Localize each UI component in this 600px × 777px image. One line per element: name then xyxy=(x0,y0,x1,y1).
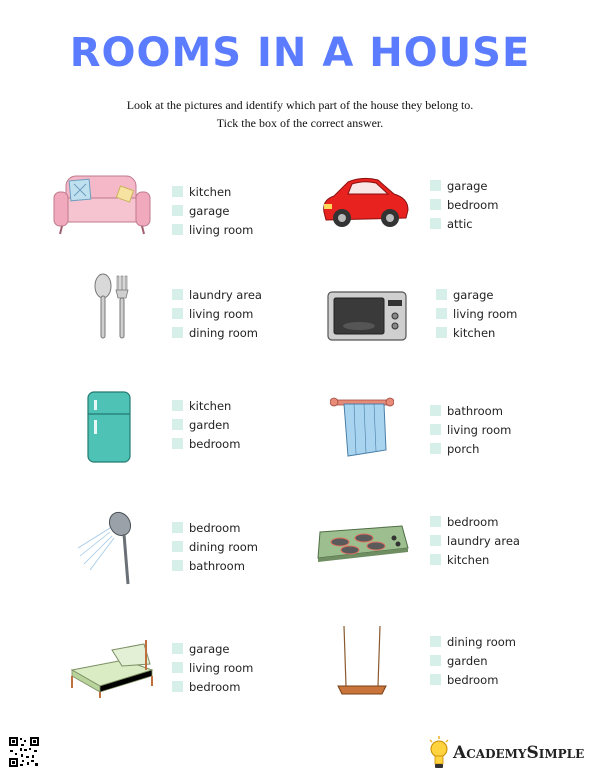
option-laundry-area[interactable]: laundry area xyxy=(172,285,262,304)
red-car-picture xyxy=(318,172,412,234)
checkbox[interactable] xyxy=(172,186,183,197)
instructions-line-2: Tick the box of the correct answer. xyxy=(216,116,384,130)
options-group-7 xyxy=(172,518,258,575)
option-bedroom[interactable]: bedroom xyxy=(430,512,520,531)
option-bedroom[interactable]: bedroom xyxy=(430,670,516,689)
checkbox[interactable] xyxy=(430,516,441,527)
option-bedroom[interactable]: bedroom xyxy=(172,677,253,696)
checkbox[interactable] xyxy=(430,535,441,546)
gas-stove-picture xyxy=(310,522,410,564)
checkbox[interactable] xyxy=(430,199,441,210)
bed-picture xyxy=(64,630,156,700)
option-kitchen[interactable]: kitchen xyxy=(436,323,517,342)
option-dining-room[interactable]: dining room xyxy=(172,537,258,556)
checkbox[interactable] xyxy=(172,289,183,300)
checkbox[interactable] xyxy=(172,327,183,338)
option-porch[interactable]: porch xyxy=(430,439,511,458)
option-garage[interactable]: garage xyxy=(430,176,498,195)
checkbox[interactable] xyxy=(430,636,441,647)
option-kitchen[interactable]: kitchen xyxy=(172,396,240,415)
option-garage[interactable]: garage xyxy=(172,201,253,220)
option-living-room[interactable]: living room xyxy=(172,304,262,323)
checkbox[interactable] xyxy=(172,438,183,449)
options-group-2 xyxy=(430,176,498,233)
option-bedroom[interactable]: bedroom xyxy=(430,195,498,214)
checkbox[interactable] xyxy=(172,541,183,552)
towel-on-rack-picture xyxy=(330,394,394,460)
brand-name: ACADEMYSIMPLE xyxy=(453,743,585,763)
options-group-8 xyxy=(430,512,520,569)
option-dining-room[interactable]: dining room xyxy=(172,323,262,342)
checkbox[interactable] xyxy=(430,554,441,565)
option-laundry-area[interactable]: laundry area xyxy=(430,531,520,550)
options-group-6 xyxy=(430,401,511,458)
academy-simple-logo xyxy=(428,736,584,770)
option-garage[interactable]: garage xyxy=(436,285,517,304)
options-group-5 xyxy=(172,396,240,453)
checkbox[interactable] xyxy=(430,443,441,454)
checkbox[interactable] xyxy=(172,205,183,216)
qr-code xyxy=(8,736,40,768)
checkbox[interactable] xyxy=(430,424,441,435)
checkbox[interactable] xyxy=(430,405,441,416)
checkbox[interactable] xyxy=(172,224,183,235)
checkbox[interactable] xyxy=(436,289,447,300)
options-group-10 xyxy=(430,632,516,689)
checkbox[interactable] xyxy=(172,308,183,319)
checkbox[interactable] xyxy=(172,662,183,673)
checkbox[interactable] xyxy=(436,327,447,338)
spoon-and-fork-picture xyxy=(90,272,136,342)
option-living-room[interactable]: living room xyxy=(172,220,253,239)
page-title: ROOMS IN A HOUSE xyxy=(69,30,531,76)
option-kitchen[interactable]: kitchen xyxy=(172,182,253,201)
option-living-room[interactable]: living room xyxy=(430,420,511,439)
checkbox[interactable] xyxy=(436,308,447,319)
lightbulb-icon xyxy=(428,736,450,770)
checkbox[interactable] xyxy=(172,419,183,430)
option-garden[interactable]: garden xyxy=(430,651,516,670)
checkbox[interactable] xyxy=(430,655,441,666)
checkbox[interactable] xyxy=(430,180,441,191)
option-kitchen[interactable]: kitchen xyxy=(430,550,520,569)
option-bedroom[interactable]: bedroom xyxy=(172,518,258,537)
options-group-9 xyxy=(172,639,253,696)
sofa-picture xyxy=(52,168,152,240)
checkbox[interactable] xyxy=(172,400,183,411)
instructions-line-1: Look at the pictures and identify which part of the house they belong to. xyxy=(126,98,474,112)
option-garage[interactable]: garage xyxy=(172,639,253,658)
checkbox[interactable] xyxy=(172,560,183,571)
options-group-1 xyxy=(172,182,253,239)
shower-head-picture xyxy=(74,508,136,586)
options-group-3 xyxy=(172,285,262,342)
checkbox[interactable] xyxy=(172,681,183,692)
checkbox[interactable] xyxy=(430,218,441,229)
refrigerator-picture xyxy=(86,390,132,464)
options-group-4 xyxy=(436,285,517,342)
option-living-room[interactable]: living room xyxy=(172,658,253,677)
option-dining-room[interactable]: dining room xyxy=(430,632,516,651)
option-bathroom[interactable]: bathroom xyxy=(172,556,258,575)
microwave-picture xyxy=(326,290,408,344)
option-attic[interactable]: attic xyxy=(430,214,498,233)
option-bathroom[interactable]: bathroom xyxy=(430,401,511,420)
option-garden[interactable]: garden xyxy=(172,415,240,434)
checkbox[interactable] xyxy=(172,522,183,533)
option-living-room[interactable]: living room xyxy=(436,304,517,323)
option-bedroom[interactable]: bedroom xyxy=(172,434,240,453)
checkbox[interactable] xyxy=(172,643,183,654)
checkbox[interactable] xyxy=(430,674,441,685)
swing-picture xyxy=(334,624,390,698)
